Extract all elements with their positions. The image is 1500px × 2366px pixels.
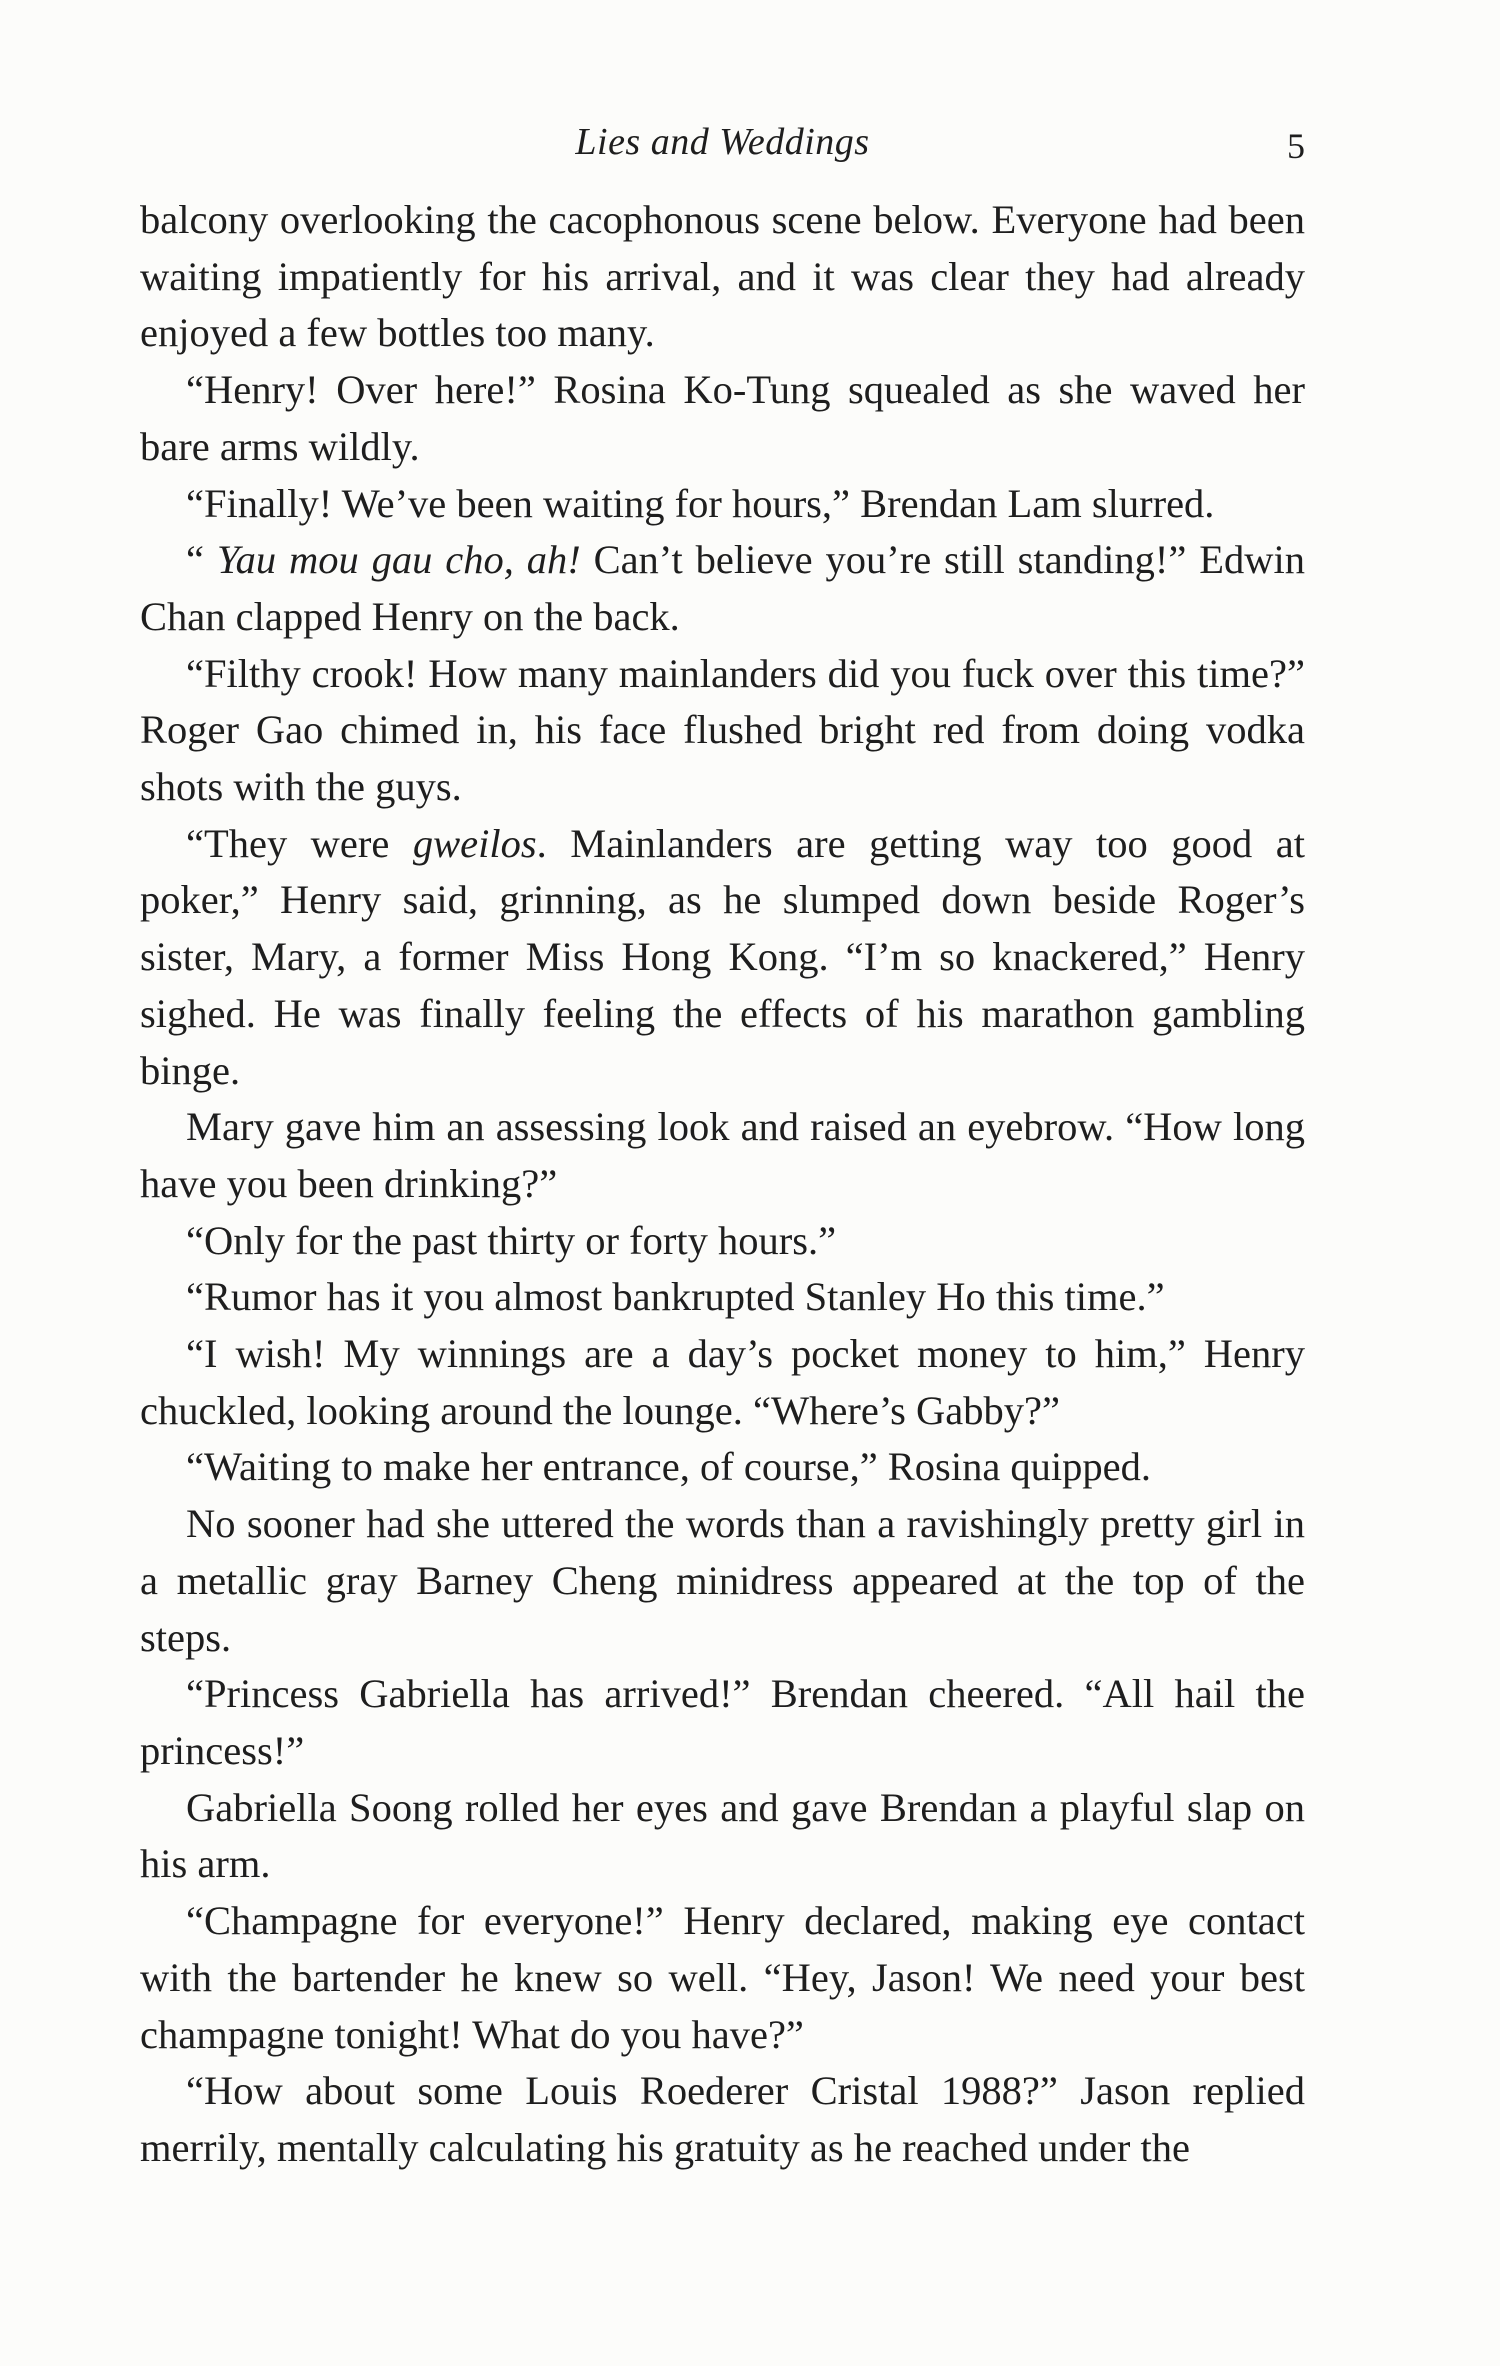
- paragraph: [140, 1780, 1305, 1893]
- text-segment: “Champagne for everyone!” Henry declared, making eye contact with the bartender he knew so well. “Hey, Jason! We need your best champagne tonight! What do you have?”: [140, 1898, 1305, 2057]
- paragraph: [140, 476, 1305, 533]
- paragraph: [140, 1213, 1305, 1270]
- italic-text: Yau mou gau cho, ah!: [216, 537, 581, 583]
- paragraph: [140, 1893, 1305, 2063]
- paragraph: [140, 1099, 1305, 1212]
- italic-text: gweilos: [412, 820, 537, 866]
- paragraph: [140, 1326, 1305, 1439]
- paragraph: [140, 816, 1305, 1100]
- running-title: Lies and Weddings: [575, 121, 870, 163]
- text-segment: “How about some Louis Roederer Cristal 1988?” Jason replied merrily, mentally calculating his gratuity as he reached under the: [140, 2068, 1305, 2170]
- paragraph: [140, 362, 1305, 475]
- text-segment: “Finally! We’ve been waiting for hours,” Brendan Lam slurred.: [186, 480, 1215, 526]
- page-number: 5: [1287, 126, 1305, 166]
- paragraph: [140, 2063, 1305, 2176]
- paragraph: [140, 192, 1305, 362]
- text-segment: “Henry! Over here!” Rosina Ko-Tung squealed as she waved her bare arms wildly.: [140, 367, 1305, 469]
- text-segment: Can’t believe you’re still standing!” Edwin Chan clapped Henry on the back.: [140, 537, 1305, 639]
- text-segment: Gabriella Soong rolled her eyes and gave Brendan a playful slap on his arm.: [140, 1784, 1305, 1887]
- text-segment: “They were: [186, 820, 413, 866]
- text-segment: No sooner had she uttered the words than a ravishingly pretty girl in a metallic gray Barney Cheng minidress appeared at the top of the steps.: [140, 1501, 1305, 1660]
- paragraph: [140, 1666, 1305, 1779]
- text-segment: “Filthy crook! How many mainlanders did you fuck over this time?” Roger Gao chimed in, his face flushed bright red from doing vodka shots with the guys.: [140, 650, 1305, 810]
- text-segment: “: [186, 537, 217, 583]
- text-segment: Mary gave him an assessing look and raised an eyebrow. “How long have you been drinking?”: [140, 1104, 1305, 1206]
- text-segment: “I wish! My winnings are a day’s pocket money to him,” Henry chuckled, looking around the lounge. “Where’s Gabby?”: [140, 1331, 1305, 1433]
- text-segment: “Rumor has it you almost bankrupted Stanley Ho this time.”: [186, 1274, 1165, 1320]
- text-segment: “Only for the past thirty or forty hours.”: [186, 1217, 837, 1263]
- text-segment: . Mainlanders are getting way too good at poker,” Henry said, grinning, as he slumped down beside Roger’s sister, Mary, a former Miss Hong Kong. “I’m so knackered,” Henry sighed. He was finally feeling the effects of his marathon gambling binge.: [140, 820, 1305, 1093]
- body-text: [140, 192, 1305, 2177]
- running-head: [140, 112, 1305, 172]
- paragraph: [140, 1439, 1305, 1496]
- text-segment: balcony overlooking the cacophonous scene below. Everyone had been waiting impatiently for his arrival, and it was clear they had already enjoyed a few bottles too many.: [140, 197, 1305, 356]
- paragraph: [140, 1269, 1305, 1326]
- text-segment: “Waiting to make her entrance, of course,” Rosina quipped.: [186, 1444, 1152, 1490]
- paragraph: [140, 646, 1305, 816]
- paragraph: [140, 1496, 1305, 1666]
- paragraph: [140, 532, 1305, 645]
- text-segment: “Princess Gabriella has arrived!” Brendan cheered. “All hail the princess!”: [140, 1671, 1305, 1773]
